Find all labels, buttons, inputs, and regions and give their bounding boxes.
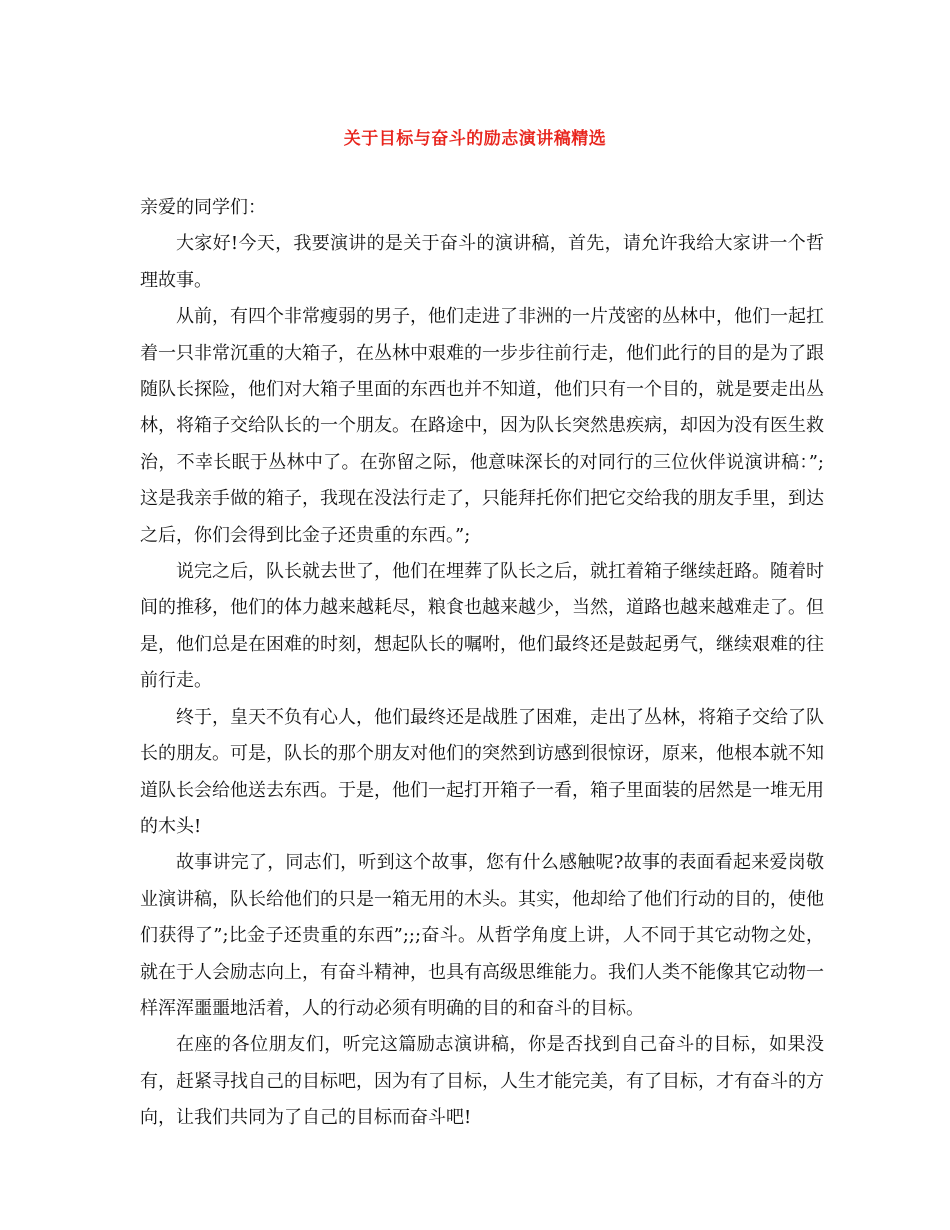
document-title: 关于目标与奋斗的励志演讲稿精选 bbox=[343, 129, 607, 149]
paragraph-reflection: 故事讲完了，同志们，听到这个故事，您有什么感触呢?故事的表面看起来爱岗敬业演讲稿，队长给他们的只是一箱无用的木头。其实，他却给了他们行动的目的，使他们获得了”;比金子还贵重的东西”;;;奋斗。从哲学角度上讲，人不同于其它动物之处，就在于人会励志向上，有奋斗精神，也具有高级思维能力。我们人类不能像其它动物一样浑浑噩噩地活着，人的行动必须有明确的目的和奋斗的目标。 bbox=[140, 852, 824, 1019]
paragraph-intro: 大家好!今天，我要演讲的是关于奋斗的演讲稿，首先，请允许我给大家讲一个哲理故事。 bbox=[140, 233, 824, 291]
greeting-line: 亲爱的同学们： bbox=[140, 197, 266, 218]
paragraph-arrival: 终于，皇天不负有心人，他们最终还是战胜了困难，走出了丛林，将箱子交给了队长的朋友。可是，队长的那个朋友对他们的突然到访感到很惊讶，原来，他根本就不知道队长会给他送去东西。于是，他们一起打开箱子一看，箱子里面装的居然是一堆无用的木头! bbox=[140, 706, 824, 837]
document-body bbox=[140, 190, 824, 1137]
paragraph-story-start: 从前，有四个非常瘦弱的男子，他们走进了非洲的一片茂密的丛林中，他们一起扛着一只非常沉重的大箱子，在丛林中艰难的一步步往前行走，他们此行的目的是为了跟随队长探险，他们对大箱子里面的东西也并不知道，他们只有一个目的，就是要走出丛林，将箱子交给队长的一个朋友。在路途中，因为队长突然患疾病，却因为没有医生救治，不幸长眠于丛林中了。在弥留之际，他意味深长的对同行的三位伙伴说演讲稿：”;这是我亲手做的箱子，我现在没法行走了，只能拜托你们把它交给我的朋友手里，到达之后，你们会得到比金子还贵重的东西。”; bbox=[140, 306, 824, 546]
paragraph-journey: 说完之后，队长就去世了，他们在埋葬了队长之后，就扛着箱子继续赶路。随着时间的推移，他们的体力越来越耗尽，粮食也越来越少，当然，道路也越来越难走了。但是，他们总是在困难的时刻，想起队长的嘱咐，他们最终还是鼓起勇气，继续艰难的往前行走。 bbox=[140, 561, 824, 692]
paragraph-closing: 在座的各位朋友们，听完这篇励志演讲稿，你是否找到自己奋斗的目标，如果没有，赶紧寻找自己的目标吧，因为有了目标，人生才能完美，有了目标，才有奋斗的方向，让我们共同为了自己的目标而奋斗吧! bbox=[140, 1034, 824, 1129]
